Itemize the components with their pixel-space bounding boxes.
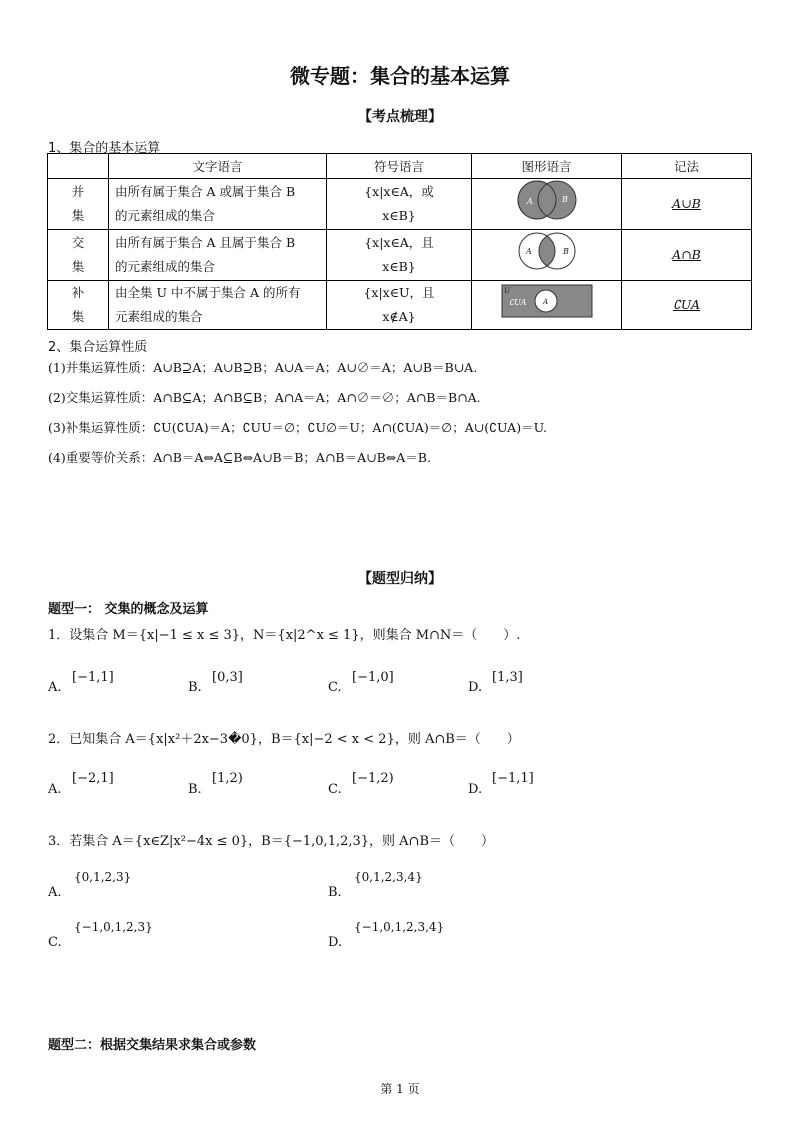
op-label: 补 <box>71 285 85 300</box>
heading-basic-operations: 1、集合的基本运算 <box>48 141 161 156</box>
q3-option-a-value: {0,1,2,3} <box>74 870 132 884</box>
text-line: 的元素组成的集合 <box>115 208 216 223</box>
q3-option-c-label: C. <box>48 935 62 950</box>
symbol-cell <box>327 281 472 330</box>
op-cell <box>48 281 109 330</box>
q3-option-d-value: {−1,0,1,2,3,4} <box>354 920 445 934</box>
venn-label-a: A <box>542 298 548 306</box>
type-one-heading: 题型一： 交集的概念及运算 <box>48 602 209 617</box>
table-header-row <box>48 154 752 179</box>
venn-label-cua: ∁UA <box>508 298 526 307</box>
header-cell-op <box>48 154 109 179</box>
figure-cell <box>472 230 622 281</box>
notation-cell <box>622 230 752 281</box>
q1-option-c-label: C. <box>328 680 342 695</box>
op-label: 并 <box>71 184 85 199</box>
q1-option-d-value: [1,3] <box>492 670 523 685</box>
symbol-line: x∉A} <box>382 309 416 324</box>
symbol-line: x∈B} <box>382 259 416 274</box>
question-3-stem: 3．若集合 A＝{x∈Z|x²−4x ≤ 0}，B＝{−1,0,1,2,3}，则 A∩B＝（ ） <box>48 834 495 849</box>
op-label: 交 <box>71 235 85 250</box>
notation-cell <box>622 281 752 330</box>
property-intersection: (2)交集运算性质：A∩B⊆A；A∩B⊆B；A∩A＝A；A∩∅＝∅；A∩B＝B∩A. <box>48 390 481 405</box>
symbol-line: {x|x∈U，且 <box>363 285 435 300</box>
type-two-heading: 题型二：根据交集结果求集合或参数 <box>48 1038 257 1053</box>
venn-label-b: B <box>562 247 569 256</box>
op-label: 集 <box>71 309 85 324</box>
venn-complement-diagram <box>500 281 594 321</box>
q1-option-b-label: B. <box>188 680 202 695</box>
header-cell-figure: 图形语言 <box>472 154 622 179</box>
venn-intersection-diagram <box>502 230 592 272</box>
venn-label-u: U <box>503 287 510 295</box>
property-union: (1)并集运算性质：A∪B⊇A；A∪B⊇B；A∪A＝A；A∪∅＝A；A∪B＝B∪A. <box>48 360 478 375</box>
q3-option-b-label: B. <box>328 885 342 900</box>
operations-table <box>47 153 752 330</box>
question-2-stem: 2．已知集合 A＝{x|x²＋2x−3�0}，B＝{x|−2 < x < 2}，则 A∩B＝（ ） <box>48 732 520 747</box>
header-cell-symbol: 符号语言 <box>327 154 472 179</box>
figure-cell <box>472 281 622 330</box>
text-cell <box>109 230 327 281</box>
symbol-cell <box>327 179 472 230</box>
heading-operation-properties: 2、集合运算性质 <box>48 340 148 355</box>
header-cell-text: 文字语言 <box>109 154 327 179</box>
symbol-line: x∈B} <box>382 208 416 223</box>
text-line: 由全集 U 中不属于集合 A 的所有 <box>115 285 301 300</box>
q3-option-b-value: {0,1,2,3,4} <box>354 870 423 884</box>
q2-option-c-value: [−1,2) <box>352 771 394 786</box>
q1-option-a-value: [−1,1] <box>72 670 114 685</box>
text-line: 由所有属于集合 A 且属于集合 B <box>115 235 296 250</box>
q2-option-d-label: D. <box>468 782 483 797</box>
q3-option-a-label: A. <box>48 885 62 900</box>
table-row-union <box>48 179 752 230</box>
header-cell-notation: 记法 <box>622 154 752 179</box>
op-label: 集 <box>71 259 85 274</box>
table-row-complement <box>48 281 752 330</box>
notation-union: A∪B <box>672 196 701 211</box>
text-line: 元素组成的集合 <box>115 309 203 324</box>
q2-option-a-value: [−2,1] <box>72 771 114 786</box>
venn-label-a: A <box>526 197 533 206</box>
symbol-cell <box>327 230 472 281</box>
page-title: 微专题：集合的基本运算 <box>290 64 510 88</box>
q3-option-c-value: {−1,0,1,2,3} <box>74 920 153 934</box>
op-cell <box>48 230 109 281</box>
q2-option-b-label: B. <box>188 782 202 797</box>
op-label: 集 <box>71 208 85 223</box>
question-1-stem: 1．设集合 M＝{x|−1 ≤ x ≤ 3}，N＝{x|2^x ≤ 1}，则集合 M∩N＝（ ）. <box>48 628 521 643</box>
q1-option-a-label: A. <box>48 680 62 695</box>
notation-cell <box>622 179 752 230</box>
op-cell <box>48 179 109 230</box>
q1-option-d-label: D. <box>468 680 483 695</box>
venn-union-diagram <box>502 179 592 221</box>
page-number: 第 1 页 <box>380 1082 420 1096</box>
q1-option-b-value: [0,3] <box>212 670 243 685</box>
symbol-line: {x|x∈A，且 <box>364 235 434 250</box>
notation-intersection: A∩B <box>672 247 701 262</box>
property-complement: (3)补集运算性质：∁U(∁UA)＝A；∁UU＝∅；∁U∅＝U；A∩(∁UA)＝∅；A∪(∁UA)＝U. <box>48 420 547 435</box>
notation-complement: ∁UA <box>672 297 701 312</box>
q2-option-a-label: A. <box>48 782 62 797</box>
venn-label-a: A <box>525 247 532 256</box>
q1-option-c-value: [−1,0] <box>352 670 394 685</box>
symbol-line: {x|x∈A，或 <box>364 184 434 199</box>
text-line: 由所有属于集合 A 或属于集合 B <box>115 184 296 199</box>
property-equivalence: (4)重要等价关系：A∩B＝A⇔A⊆B⇔A∪B＝B；A∩B＝A∪B⇔A＝B. <box>48 450 431 465</box>
q2-option-d-value: [−1,1] <box>492 771 534 786</box>
q3-option-d-label: D. <box>328 935 343 950</box>
venn-label-b: B <box>561 195 568 204</box>
section-heading-review: 【考点梳理】 <box>358 109 442 125</box>
section-heading-types: 【题型归纳】 <box>358 571 442 587</box>
q2-option-b-value: [1,2) <box>212 771 243 786</box>
text-cell <box>109 281 327 330</box>
q2-option-c-label: C. <box>328 782 342 797</box>
text-line: 的元素组成的集合 <box>115 259 216 274</box>
table-row-intersection <box>48 230 752 281</box>
figure-cell <box>472 179 622 230</box>
text-cell <box>109 179 327 230</box>
